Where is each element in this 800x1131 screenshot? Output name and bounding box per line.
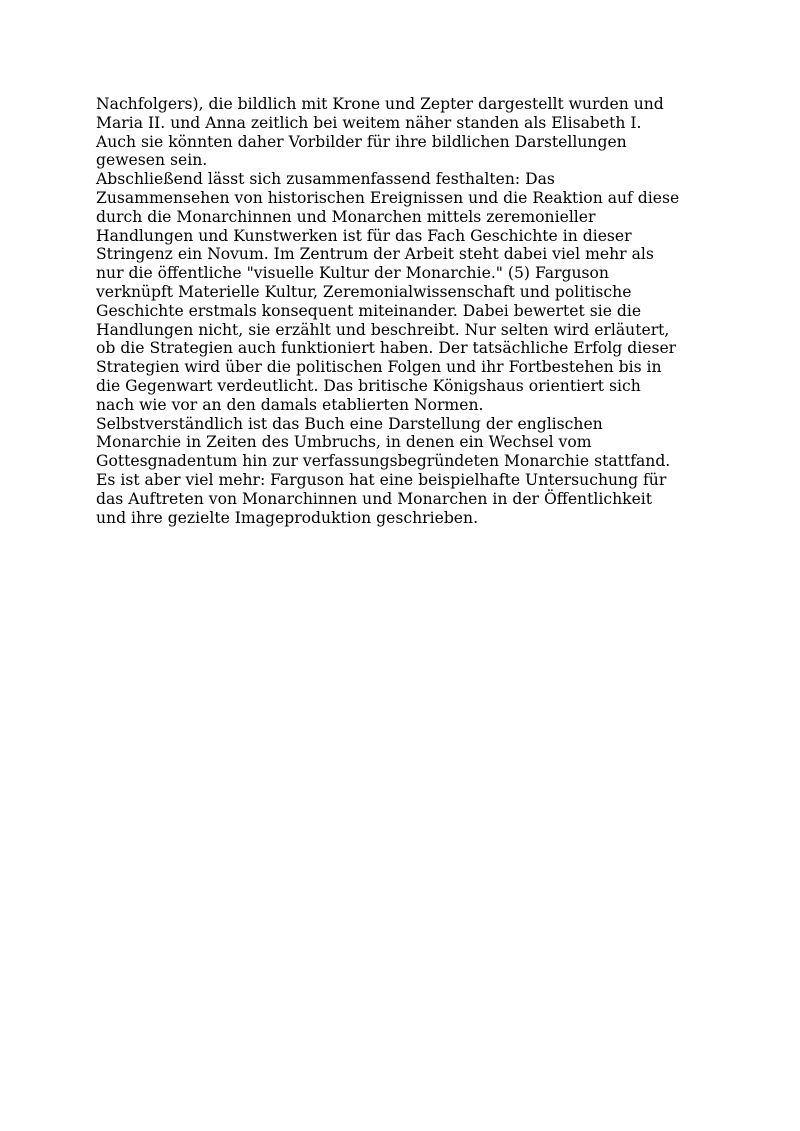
text-line: Nachfolgers), die bildlich mit Krone und Zepter dargestellt wurden und [96,95,664,113]
text-line: Selbstverständlich ist das Buch eine Darstellung der englischen [96,414,603,433]
text-line: Zusammensehen von historischen Ereignissen und die Reaktion auf diese [96,188,680,207]
text-line: Strategien wird über die politischen Folgen und ihr Fortbestehen bis in [96,358,662,377]
text-line: die Gegenwart verdeutlicht. Das britische Königshaus orientiert sich [96,376,641,395]
text-line: nur die öffentliche "visuelle Kultur der Monarchie." (5) Farguson [96,264,609,283]
text-line: Geschichte erstmals konsequent miteinander. Dabei bewertet sie die [96,301,642,320]
text-line: das Auftreten von Monarchinnen und Monarchen in der Öffentlichkeit [96,489,653,508]
text-line: ob die Strategien auch funktioniert haben. Der tatsächliche Erfolg dieser [96,339,677,358]
text-line: Handlungen und Kunstwerken ist für das Fach Geschichte in dieser [96,226,632,245]
text-line: Es ist aber viel mehr: Farguson hat eine beispielhafte Untersuchung für [96,470,667,489]
text-line: Monarchie in Zeiten des Umbruchs, in denen ein Wechsel vom [96,433,592,452]
text-line: Auch sie könnten daher Vorbilder für ihre bildlichen Darstellungen [96,132,627,151]
text-line: Gottesgnadentum hin zur verfassungsbegründeten Monarchie stattfand. [96,452,671,471]
text-line: Handlungen nicht, sie erzählt und beschreibt. Nur selten wird erläutert, [96,320,670,339]
text-line: Stringenz ein Novum. Im Zentrum der Arbeit steht dabei viel mehr als [96,245,654,264]
text-line: und ihre gezielte Imageproduktion geschrieben. [96,508,479,527]
text-line: gewesen sein. [96,151,208,170]
text-line: Abschließend lässt sich zusammenfassend festhalten: Das [96,170,555,189]
text-line: Maria II. und Anna zeitlich bei weitem näher standen als Elisabeth I. [96,113,642,132]
text-line: durch die Monarchinnen und Monarchen mittels zeremonieller [96,207,596,226]
body-text [96,95,716,527]
text-line: nach wie vor an den damals etablierten Normen. [96,395,484,414]
text-line: verknüpft Materielle Kultur, Zeremonialwissenschaft und politische [96,282,632,301]
